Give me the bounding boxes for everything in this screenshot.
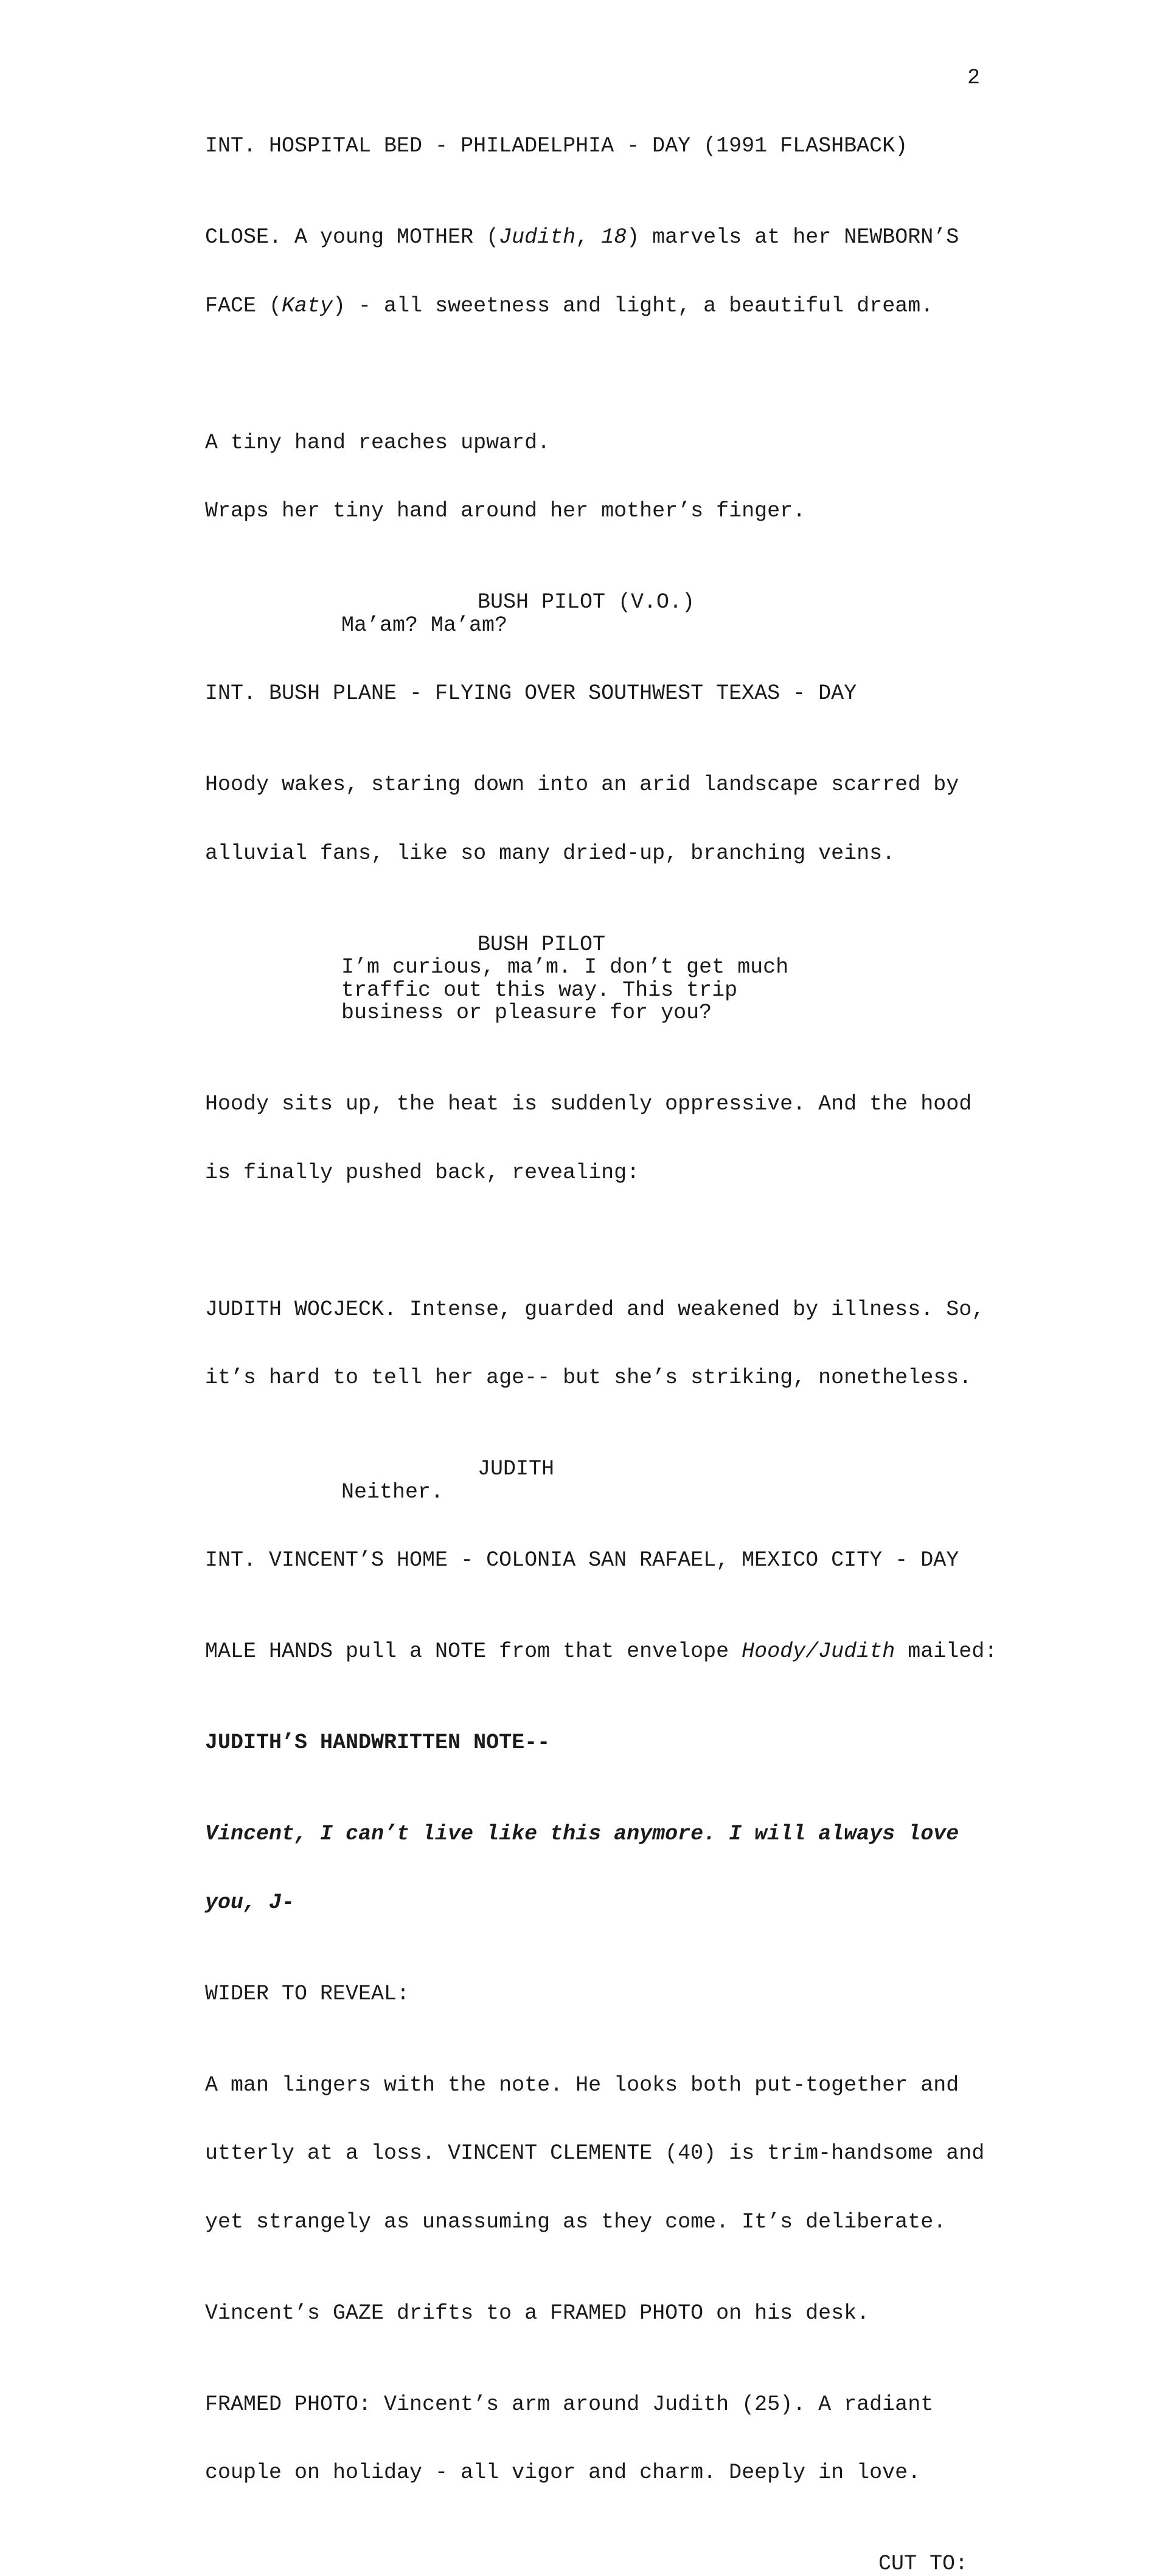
insert-note-text xyxy=(205,1777,1069,1960)
dialogue-line: I’m curious, ma’m. I don’t get much xyxy=(341,955,789,979)
action-line xyxy=(205,1640,1069,1664)
action-text: ) - all sweetness and light, a beautiful dream. xyxy=(333,293,934,318)
transition-cut-to: CUT TO: xyxy=(878,2552,968,2576)
action-line: FRAMED PHOTO: Vincent’s arm around Judith (25). A radiant xyxy=(205,2392,934,2417)
action-italic-age: 18 xyxy=(601,225,627,249)
action-hoody-sits-up xyxy=(205,1047,1069,1230)
action-italic-name: Katy xyxy=(282,293,333,318)
dialogue-line: Ma’am? Ma’am? xyxy=(341,613,508,637)
action-text: mailed: xyxy=(895,1639,998,1664)
action-line: it’s hard to tell her age-- but she’s striking, nonetheless. xyxy=(205,1366,972,1390)
action-male-hands xyxy=(205,1595,1069,1709)
dialogue-line: Neither. xyxy=(341,1479,444,1504)
action-man-lingers xyxy=(205,2029,1069,2280)
action-judith-wocjeck xyxy=(205,1253,1069,1436)
action-line: Wraps her tiny hand around her mother’s finger. xyxy=(205,499,806,523)
action-line xyxy=(205,295,1069,318)
action-line: JUDITH WOCJECK. Intense, guarded and weakened by illness. So, xyxy=(205,1297,985,1322)
action-line: A man lingers with the note. He looks both put-together and xyxy=(205,2072,959,2097)
action-framed-photo xyxy=(205,2348,1069,2530)
action-line: utterly at a loss. VINCENT CLEMENTE (40) is trim-handsome and xyxy=(205,2141,985,2165)
action-line: A tiny hand reaches upward. xyxy=(205,430,551,455)
screenplay-body xyxy=(205,135,1069,2576)
action-line xyxy=(205,226,1069,249)
action-tiny-hand xyxy=(205,386,1069,569)
note-line: Vincent, I can’t live like this anymore. I will always love xyxy=(205,1822,959,1846)
action-close-mother xyxy=(205,181,1069,363)
action-vincents-gaze: Vincent’s GAZE drifts to a FRAMED PHOTO on his desk. xyxy=(205,2300,870,2325)
action-line: Hoody sits up, the heat is suddenly oppressive. And the hood xyxy=(205,1092,972,1116)
action-line: is finally pushed back, revealing: xyxy=(205,1160,640,1185)
character-cue-judith: JUDITH xyxy=(478,1457,555,1481)
dialogue-bush-pilot xyxy=(205,956,828,1025)
action-line: alluvial fans, like so many dried-up, branching veins. xyxy=(205,841,895,866)
action-line: couple on holiday - all vigor and charm. Deeply in love. xyxy=(205,2460,921,2485)
action-text: CLOSE. A young MOTHER ( xyxy=(205,225,499,249)
character-cue-bush-pilot: BUSH PILOT xyxy=(478,932,606,957)
action-line: Hoody wakes, staring down into an arid landscape scarred by xyxy=(205,772,959,797)
scene-heading-hospital: INT. HOSPITAL BED - PHILADELPHIA - DAY (1991 FLASHBACK) xyxy=(205,134,908,158)
scene-heading-vincents-home: INT. VINCENT’S HOME - COLONIA SAN RAFAEL, MEXICO CITY - DAY xyxy=(205,1548,959,1572)
action-text: MALE HANDS pull a NOTE from that envelope xyxy=(205,1639,742,1664)
dialogue-line: traffic out this way. This trip xyxy=(341,977,738,1002)
dialogue-line: business or pleasure for you? xyxy=(341,1001,712,1025)
insert-note-heading: JUDITH’S HANDWRITTEN NOTE-- xyxy=(205,1731,551,1755)
action-text: ) marvels at her NEWBORN’S xyxy=(627,225,959,249)
dialogue-bush-pilot-vo xyxy=(205,614,828,637)
action-text: , xyxy=(575,225,602,249)
action-wider-to-reveal: WIDER TO REVEAL: xyxy=(205,1981,410,2006)
dialogue-judith xyxy=(205,1481,828,1504)
action-line: yet strangely as unassuming as they come. It’s deliberate. xyxy=(205,2209,947,2234)
action-italic-name: Judith xyxy=(499,225,576,249)
action-hoody-wakes xyxy=(205,728,1069,911)
page-number: 2 xyxy=(967,66,981,90)
note-line: you, J- xyxy=(205,1890,295,1915)
scene-heading-bush-plane: INT. BUSH PLANE - FLYING OVER SOUTHWEST TEXAS - DAY xyxy=(205,681,857,706)
scene-spacer xyxy=(205,1527,1069,1550)
action-italic-name: Hoody/Judith xyxy=(742,1639,895,1664)
character-cue-bush-pilot-vo: BUSH PILOT (V.O.) xyxy=(478,590,695,614)
action-text: FACE ( xyxy=(205,293,282,318)
scene-spacer xyxy=(205,660,1069,683)
